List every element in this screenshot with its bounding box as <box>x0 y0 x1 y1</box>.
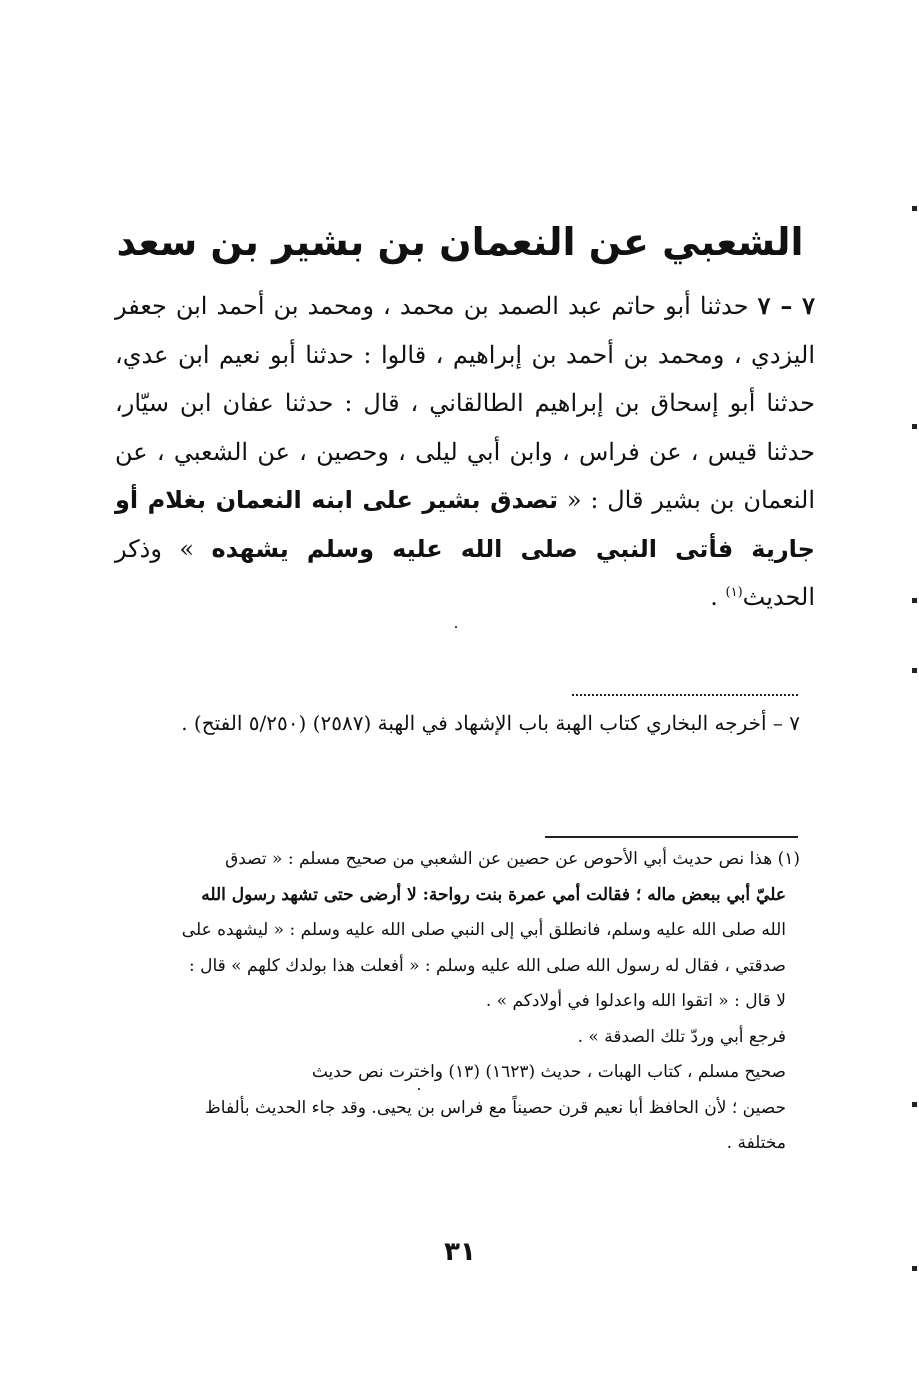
footnote-block <box>108 842 800 1162</box>
hadith-isnad: حدثنا أبو حاتم عبد الصمد بن محمد ، ومحمد بن أحمد ابن جعفر اليزدي ، ومحمد بن أحمد بن إبراهيم ، قالوا : حدثنا أبو نعيم ابن عدي، حدثنا أبو إسحاق بن إبراهيم الطالقاني ، قال : حدثنا عفان ابن سيّار، حدثنا قيس ، عن فراس ، وابن أبي ليلى ، وحصين ، عن الشعبي ، عن النعمان بن بشير قال : « <box>115 292 815 514</box>
footnote-reference: (١) <box>725 585 743 600</box>
footnote-line-2: عليّ أبي ببعض ماله ؛ فقالت أمي عمرة بنت رواحة: لا أرضى حتى تشهد رسول الله <box>201 884 786 905</box>
hadith-paragraph <box>115 282 815 622</box>
scan-edge-mark <box>912 206 917 211</box>
page-number: ٣١ <box>444 1237 476 1267</box>
hadith-number: ٧ – ٧ <box>757 291 815 320</box>
footnote-line-7: صحيح مسلم ، كتاب الهبات ، حديث (١٦٢٣) (١٣) واخترت نص حديث <box>311 1062 786 1082</box>
scan-edge-mark <box>912 1266 917 1271</box>
section-title: الشعبي عن النعمان بن بشير بن سعد <box>116 220 804 264</box>
footnote-line-9: مختلفة . <box>726 1133 786 1153</box>
hadith-matn: تصدق بشير على ابنه النعمان بغلام أو جارية فأتى النبي صلى الله عليه وسلم يشهده <box>115 486 815 563</box>
footnote-line-3: الله صلى الله عليه وسلم، فانطلق أبي إلى النبي صلى الله عليه وسلم : « ليشهده على <box>181 920 786 940</box>
footnote-line-6: فرجع أبي وردّ تلك الصدقة » . <box>577 1026 786 1047</box>
hadith-end-mark: . <box>710 583 718 611</box>
footnote-line-1: (١) هذا نص حديث أبي الأحوص عن حصين عن الشعبي من صحيح مسلم : « تصدق <box>225 849 800 869</box>
scan-speck <box>418 1088 420 1090</box>
scan-speck <box>455 626 457 628</box>
scan-edge-mark <box>912 598 917 603</box>
footnote-line-8: حصين ؛ لأن الحافظ أبا نعيم قرن حصيناً مع فراس بن يحيى. وقد جاء الحديث بألفاظ <box>205 1097 786 1118</box>
takhrij-note: ٧ – أخرجه البخاري كتاب الهبة باب الإشهاد في الهبة (٢٥٨٧) (٥/٢٥٠ الفتح) . <box>181 711 800 735</box>
hadith-isnad-end: » وذكر الحديث <box>115 534 815 611</box>
hadith-body <box>115 282 815 622</box>
dotted-separator <box>572 694 798 696</box>
scan-edge-mark <box>912 424 917 429</box>
scan-edge-mark <box>912 1102 917 1107</box>
footnote-separator <box>545 836 798 838</box>
scan-edge-mark <box>912 668 917 673</box>
footnote-line-4: صدقتي ، فقال له رسول الله صلى الله عليه وسلم : « أفعلت هذا بولدك كلهم » قال : <box>188 955 786 976</box>
footnote-line-5: لا قال : « اتقوا الله واعدلوا في أولادكم » . <box>485 991 786 1011</box>
